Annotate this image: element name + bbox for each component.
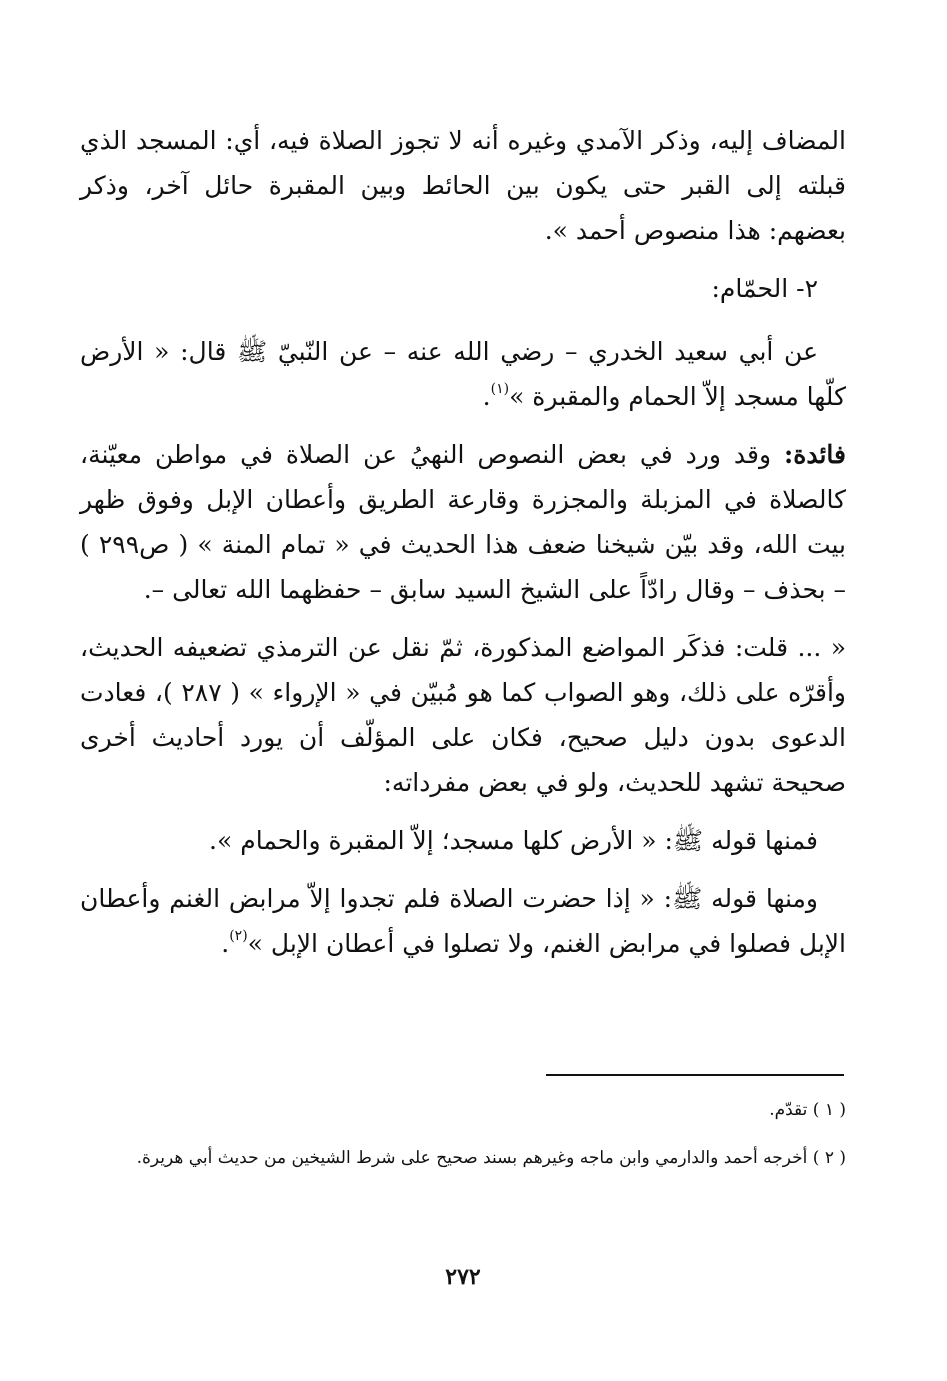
section-heading-hammam: ٢- الحمّام: <box>711 274 818 303</box>
page-number: ٢٧٢ <box>445 1264 481 1290</box>
hadith-quote-2 <box>80 876 846 966</box>
benefit-paragraph <box>80 432 846 612</box>
footnote-ref-2: (٢) <box>229 928 248 944</box>
sentence-end: . <box>221 929 230 958</box>
benefit-label: فائدة: <box>784 440 846 469</box>
book-page <box>80 118 846 1298</box>
benefit-text: وقد ورد في بعض النصوص النهيُ عن الصلاة في مواطن معيّنة، كالصلاة في المزبلة والمجزرة وقارعة الطريق وأعطان الإبل وفوق ظهر بيت الله، وقد بيّن شيخنا ضعف هذا الحديث في « تمام المنة » ( ص٢٩٩ ) – بحذف – وقال رادّاً على الشيخ السيد سابق – حفظهما الله تعالى –. <box>80 440 846 604</box>
footnote-1: ( ١ ) تقدّم. <box>769 1100 846 1120</box>
hadith-quote-2-text: ومنها قوله ﷺ: « إذا حضرت الصلاة فلم تجدوا إلاّ مرابض الغنم وأعطان الإبل فصلوا في مرابض الغنم، ولا تصلوا في أعطان الإبل » <box>80 884 846 958</box>
footnote-2: ( ٢ ) أخرجه أحمد والدارمي وابن ماجه وغيرهم بسند صحيح على شرط الشيخين من حديث أبي هريرة. <box>136 1148 846 1168</box>
sentence-end: . <box>482 382 491 411</box>
paragraph-continuation: المضاف إليه، وذكر الآمدي وغيره أنه لا تجوز الصلاة فيه، أي: المسجد الذي قبلته إلى القبر حتى يكون بين الحائط وبين المقبرة حائل آخر، وذكر بعضهم: هذا منصوص أحمد ». <box>80 126 846 245</box>
footnotes <box>80 1093 846 1189</box>
hadith-quote-1: فمنها قوله ﷺ: « الأرض كلها مسجد؛ إلاّ المقبرة والحمام ». <box>209 826 818 855</box>
footnote-separator <box>546 1074 844 1076</box>
footnote-ref-1: (١) <box>490 381 510 397</box>
hadith-paragraph <box>80 329 846 419</box>
hadith-text: عن أبي سعيد الخدري – رضي الله عنه – عن النّبيّ ﷺ قال: « الأرض كلّها مسجد إلاّ الحمام والمقبرة » <box>80 337 846 411</box>
quote-paragraph: « ... قلت: فذكَر المواضع المذكورة، ثمّ نقل عن الترمذي تضعيفه الحديث، وأقرّه على ذلك، وهو الصواب كما هو مُبيّن في « الإرواء » ( ٢٨٧ )، فعادت الدعوى بدون دليل صحيح، فكان على المؤلّف أن يورد أحاديث أخرى صحيحة تشهد للحديث، ولو في بعض مفرداته: <box>80 633 846 797</box>
